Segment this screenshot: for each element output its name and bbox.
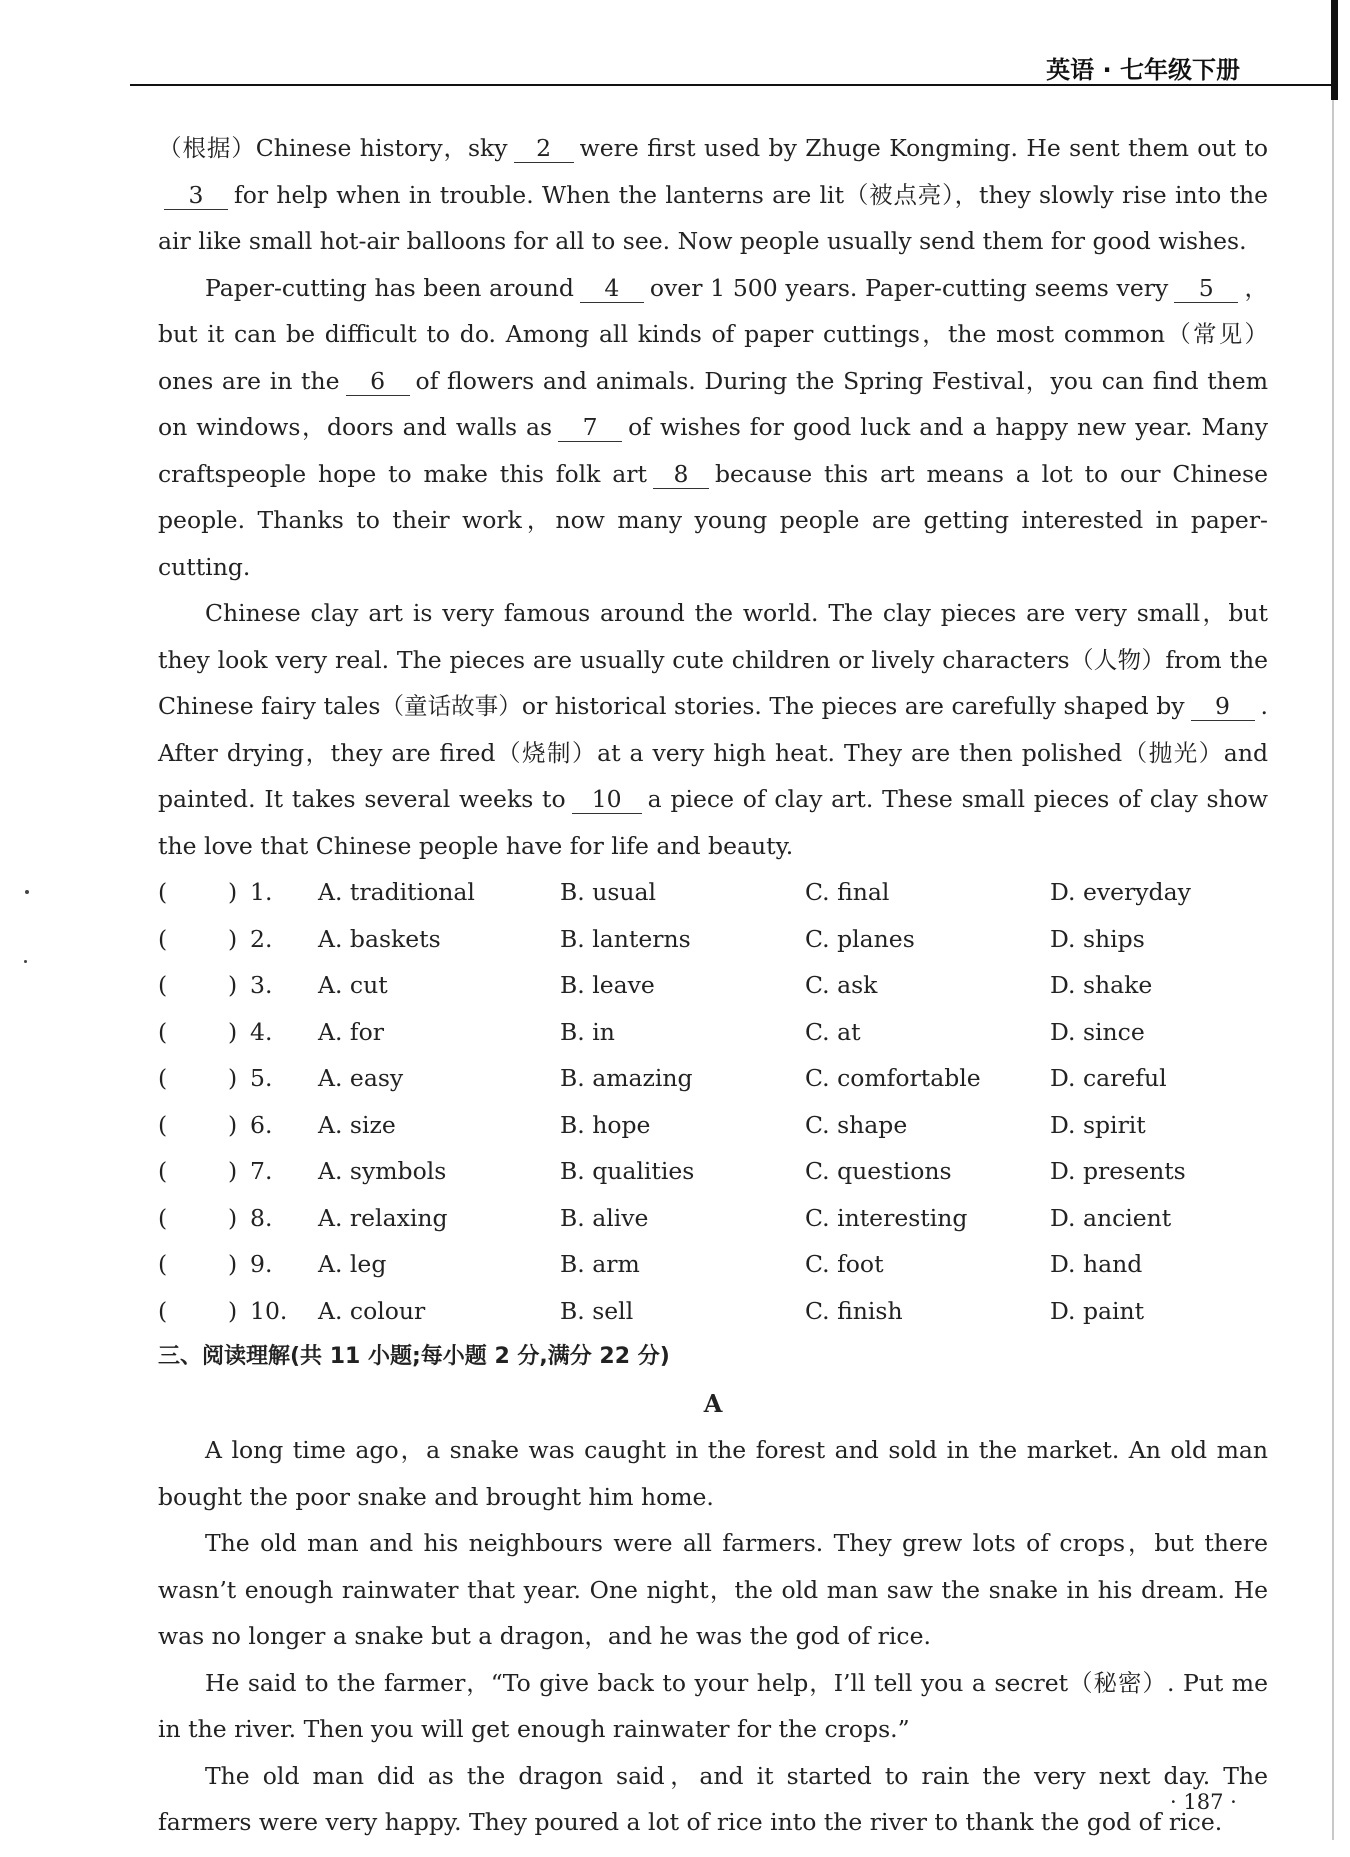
- paren-close: ): [228, 1017, 238, 1046]
- option-a: A. baskets: [318, 924, 441, 953]
- blank-6: 6: [346, 368, 410, 396]
- option-a: A. size: [318, 1110, 396, 1139]
- text: ，but it can be difficult to do. Among all kinds of paper cuttings，the most common（常见）ones are in the: [158, 273, 1268, 395]
- cloze-paragraph-1: [158, 125, 1268, 265]
- paren-open: (: [158, 1296, 168, 1325]
- answer-options: [158, 869, 1268, 1334]
- paren-open: (: [158, 1203, 168, 1232]
- question-number: 2.: [250, 924, 273, 953]
- question-number: 1.: [250, 878, 273, 906]
- question-row: [158, 1288, 1268, 1335]
- paren-open: (: [158, 1110, 168, 1139]
- scanner-speck: [25, 890, 29, 894]
- option-b: B. arm: [560, 1250, 640, 1278]
- header-rule: [130, 84, 1336, 86]
- option-c: C. finish: [805, 1296, 903, 1325]
- paren-open: (: [158, 971, 168, 999]
- scanner-speck: [24, 960, 27, 963]
- option-d: D. careful: [1050, 1064, 1167, 1092]
- paren-open: (: [158, 1017, 168, 1046]
- answer-slot[interactable]: [158, 962, 318, 1009]
- option-a: A. colour: [318, 1296, 426, 1325]
- option-a: A. traditional: [318, 878, 475, 906]
- option-b: B. lanterns: [560, 924, 691, 953]
- text: because this art means a lot to our Chinese people. Thanks to their work，now many young people are getting interested in paper-cutting.: [158, 459, 1269, 581]
- blank-4: 4: [580, 275, 644, 303]
- option-d: D. since: [1050, 1017, 1145, 1046]
- page-content: [158, 125, 1268, 1846]
- answer-slot[interactable]: [158, 1195, 318, 1242]
- question-row: [158, 1102, 1268, 1149]
- question-row: [158, 962, 1268, 1009]
- option-b: B. sell: [560, 1296, 634, 1325]
- paren-close: ): [228, 1110, 238, 1139]
- option-b: B. qualities: [560, 1157, 695, 1185]
- blank-9: 9: [1191, 693, 1255, 721]
- text: a piece of clay art. These small pieces of clay show the love that Chinese people have for life and beauty.: [158, 785, 1268, 860]
- question-number: 10.: [250, 1296, 288, 1325]
- option-a: A. leg: [318, 1250, 387, 1278]
- paren-open: (: [158, 1157, 168, 1185]
- blank-8: 8: [653, 461, 709, 489]
- page-edge-line: [1332, 100, 1334, 1840]
- page-number: · 187 ·: [1170, 1790, 1237, 1814]
- paren-close: ): [228, 878, 238, 906]
- text: for help when in trouble. When the lanterns are lit（被点亮），they slowly rise into the air like small hot-air balloons for all to see. Now people usually send them for good wishes.: [158, 180, 1268, 255]
- question-row: [158, 1055, 1268, 1102]
- option-c: C. shape: [805, 1110, 908, 1139]
- question-number: 5.: [250, 1064, 273, 1092]
- option-d: D. ships: [1050, 924, 1145, 953]
- answer-slot[interactable]: [158, 1148, 318, 1195]
- question-number: 9.: [250, 1250, 273, 1278]
- option-a: A. cut: [318, 971, 388, 999]
- option-a: A. easy: [318, 1064, 404, 1092]
- paren-close: ): [228, 924, 238, 953]
- option-b: B. alive: [560, 1203, 649, 1232]
- paren-close: ): [228, 1064, 238, 1092]
- question-row: [158, 916, 1268, 963]
- answer-slot[interactable]: [158, 1009, 318, 1056]
- question-row: [158, 1241, 1268, 1288]
- question-row: [158, 1009, 1268, 1056]
- answer-slot[interactable]: [158, 869, 318, 916]
- question-number: 8.: [250, 1203, 273, 1232]
- option-a: A. relaxing: [318, 1203, 448, 1232]
- answer-slot[interactable]: [158, 916, 318, 963]
- option-d: D. paint: [1050, 1296, 1145, 1325]
- text: of wishes for good luck and a happy new year. Many craftspeople hope to make this folk art: [158, 413, 1268, 488]
- text: over 1 500 years. Paper-cutting seems very: [649, 273, 1169, 302]
- text: . After drying，they are fired（烧制）at a very high heat. They are then polished（抛光）and painted. It takes several weeks to: [158, 692, 1268, 813]
- section-heading: 三、阅读理解(共 11 小题;每小题 2 分,满分 22 分): [158, 1344, 670, 1369]
- text: of flowers and animals. During the Spring Festival，you can find them on windows，doors and walls as: [158, 366, 1268, 441]
- reading-paragraph: He said to the farmer，“To give back to your help，I’ll tell you a secret（秘密）. Put me in the river. Then you will get enough rainwater for the crops.”: [158, 1668, 1268, 1743]
- paren-open: (: [158, 878, 168, 906]
- option-d: D. spirit: [1050, 1110, 1146, 1139]
- option-c: C. final: [805, 878, 890, 906]
- blank-10: 10: [572, 786, 642, 814]
- question-row: [158, 1195, 1268, 1242]
- text: Paper-cutting has been around: [205, 273, 574, 302]
- option-c: C. planes: [805, 924, 915, 953]
- blank-3: 3: [164, 182, 228, 210]
- paren-open: (: [158, 1250, 168, 1278]
- blank-2: 2: [514, 135, 574, 163]
- text: （根据）Chinese history，sky: [158, 134, 508, 162]
- option-c: C. comfortable: [805, 1064, 981, 1092]
- reading-paragraph: The old man did as the dragon said，and it started to rain the very next day. The farmers were very happy. They poured a lot of rice into the river to thank the god of rice.: [158, 1761, 1268, 1836]
- text: Chinese clay art is very famous around the world. The clay pieces are very small，but they look very real. The pieces are usually cute children or lively characters（人物）from the Chinese fairy tales（童话故事）or historical stories. The pieces are carefully shaped by: [158, 599, 1268, 720]
- question-number: 6.: [250, 1110, 273, 1139]
- option-c: C. interesting: [805, 1203, 968, 1232]
- option-c: C. foot: [805, 1250, 884, 1278]
- option-d: D. everyday: [1050, 878, 1191, 906]
- text: were first used by Zhuge Kongming. He sent them out to: [579, 134, 1268, 162]
- question-number: 4.: [250, 1017, 273, 1046]
- option-c: C. ask: [805, 971, 878, 999]
- option-d: D. ancient: [1050, 1203, 1172, 1232]
- question-number: 7.: [250, 1157, 273, 1185]
- paren-close: ): [228, 971, 238, 999]
- cloze-paragraph-2: [158, 265, 1268, 591]
- option-a: A. for: [318, 1017, 384, 1046]
- option-b: B. usual: [560, 878, 657, 906]
- option-c: C. questions: [805, 1157, 952, 1185]
- blank-7: 7: [558, 414, 622, 442]
- reading-paragraph: The old man and his neighbours were all farmers. They grew lots of crops，but there wasn’t enough rainwater that year. One night，the old man saw the snake in his dream. He was no longer a snake but a dragon，and he was the god of rice.: [158, 1529, 1268, 1650]
- option-a: A. symbols: [318, 1157, 447, 1185]
- cloze-paragraph-3: [158, 590, 1268, 869]
- option-b: B. hope: [560, 1110, 651, 1139]
- option-d: D. presents: [1050, 1157, 1186, 1185]
- question-row: [158, 869, 1268, 916]
- header-title: 英语 · 七年级下册: [1046, 56, 1240, 84]
- option-b: B. leave: [560, 971, 655, 999]
- option-b: B. amazing: [560, 1064, 693, 1092]
- section-letter: A: [703, 1388, 723, 1418]
- paren-open: (: [158, 1064, 168, 1092]
- question-number: 3.: [250, 971, 273, 999]
- answer-slot[interactable]: [158, 1241, 318, 1288]
- question-row: [158, 1148, 1268, 1195]
- paren-close: ): [228, 1296, 238, 1325]
- paren-close: ): [228, 1250, 238, 1278]
- reading-paragraph: A long time ago，a snake was caught in the forest and sold in the market. An old man bought the poor snake and brought him home.: [158, 1436, 1268, 1511]
- answer-slot[interactable]: [158, 1288, 318, 1335]
- option-b: B. in: [560, 1017, 615, 1046]
- paren-open: (: [158, 924, 168, 953]
- option-d: D. hand: [1050, 1250, 1143, 1278]
- blank-5: 5: [1174, 275, 1238, 303]
- option-d: D. shake: [1050, 971, 1153, 999]
- paren-close: ): [228, 1157, 238, 1185]
- option-c: C. at: [805, 1017, 861, 1046]
- answer-slot[interactable]: [158, 1055, 318, 1102]
- paren-close: ): [228, 1203, 238, 1232]
- answer-slot[interactable]: [158, 1102, 318, 1149]
- page-edge-bar: [1331, 0, 1338, 100]
